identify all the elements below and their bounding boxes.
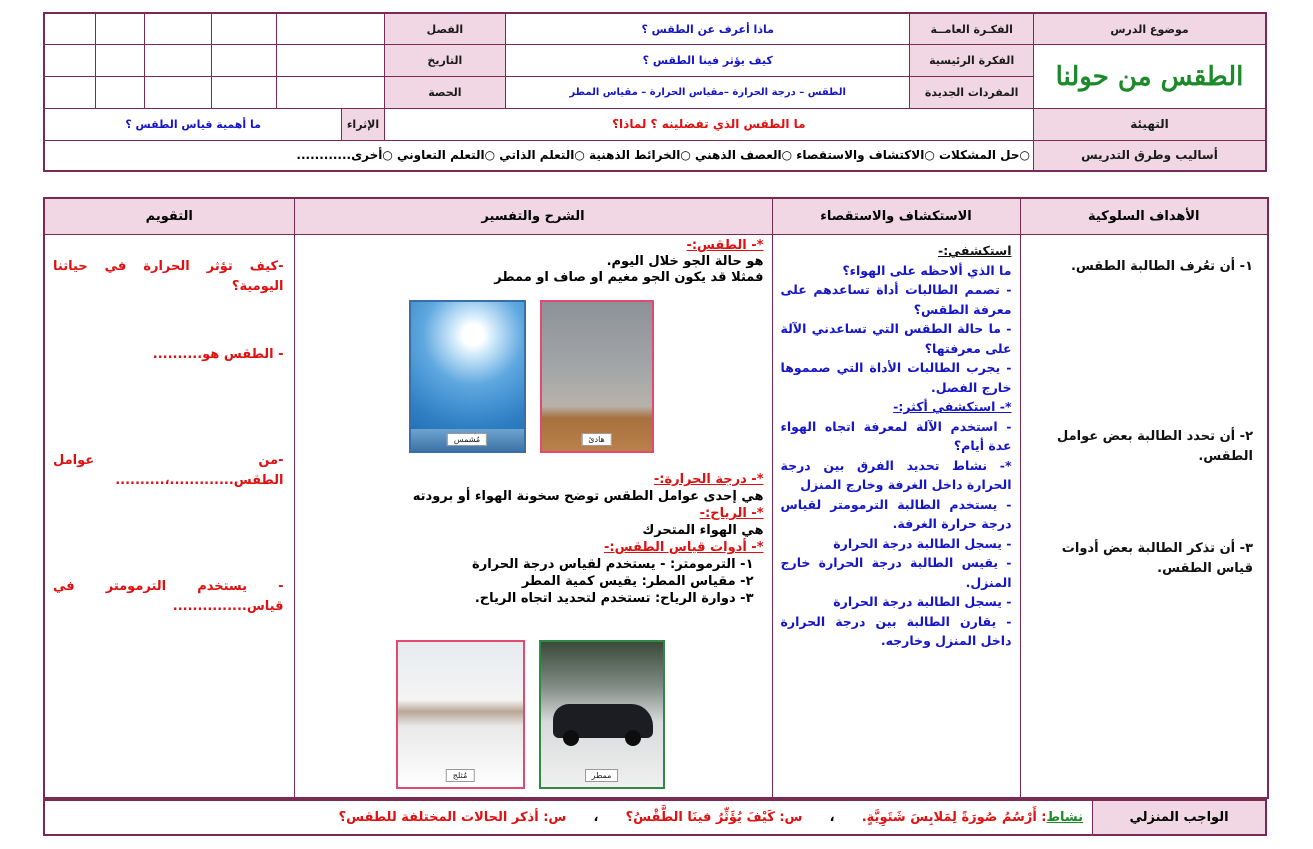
tools-heading: *- أدوات قياس الطقس:- [604, 540, 764, 555]
subject-title: الطقس من حولنا [1034, 45, 1266, 109]
class-cell [44, 13, 96, 45]
explore-item: - يجرب الطالبات الأداة التي صمموها خارج الفصل. [780, 360, 1012, 395]
sunny-sky-image [409, 300, 526, 453]
explore-item: *- نشاط تحديد الفرق بين درجة الحرارة داخل الغرفة وخارج المنزل [780, 457, 1012, 492]
weather-definition: هو حالة الجو خلال اليوم. [606, 254, 764, 269]
tool-thermometer: ١- الترمومتر: - يستخدم لقياس درجة الحرارة [472, 557, 754, 572]
date-cell [44, 45, 96, 77]
period-cell [211, 77, 276, 109]
date-label: التاريخ [384, 45, 505, 77]
explore-item: - يسجل الطالبة درجة الحرارة [833, 594, 1012, 609]
snowy-mountain-image [396, 640, 525, 789]
evaluate-item-2: - الطقس هو.......... [152, 347, 284, 362]
date-cell [277, 45, 385, 77]
explain-cell [294, 235, 772, 799]
goals-cell [1020, 235, 1268, 799]
explore-item: - يستخدم الطالبة الترمومتر لقياس درجة حرارة الغرفة. [780, 496, 1012, 531]
homework-row [43, 799, 1267, 836]
evaluate-cell [44, 235, 294, 799]
image-caption: ممطر [585, 769, 619, 782]
methods-value: ○حل المشكلات ○الاكتشاف والاستقصاء ○العصف الذهني ○الخرائط الذهنية ○التعلم الذاتي ○التعلم التعاوني ○أخرى............ [44, 140, 1034, 171]
enrich-value: ما أهمية قياس الطقس ؟ [44, 108, 342, 140]
homework-text: نشاط: أَرْسُمُ صُورَةً لِمَلابِسَ شَتَوِيَّةٍ. ، س: كَيْفَ يُؤَثِّرُ فينَا الطَّقْسُ؟ ، س: أذكر الحالات المختلفة للطقس؟ [338, 810, 1083, 825]
period-label: الحصة [384, 77, 505, 109]
methods-label: أساليب وطرق التدريس [1034, 140, 1266, 171]
wind-heading: *- الرياح:- [699, 506, 764, 521]
explore-cell [772, 235, 1020, 799]
lesson-main-table [43, 197, 1269, 799]
period-cell [44, 77, 96, 109]
explore-item: - تصمم الطالبات أداة تساعدهم على معرفة الطقس؟ [780, 282, 1012, 317]
explore-item: ما الذي ألاحظه على الهواء؟ [842, 262, 1012, 278]
warmup-label: التهيئة [1034, 108, 1266, 140]
evaluate-item-1: -كيف تؤثر الحرارة في حياتنا اليومية؟ [53, 259, 284, 294]
date-cell [211, 45, 276, 77]
main-idea-value: كيف يؤثر فينا الطقس ؟ [506, 45, 910, 77]
image-caption: مُشمس [447, 433, 487, 446]
date-cell [145, 45, 211, 77]
wind-definition: هي الهواء المتحرك [642, 523, 764, 538]
weather-example: فمثلا قد يكون الجو مغيم او صاف او ممطر [494, 270, 764, 285]
explore-item: - ما حالة الطقس التي تساعدني الآلة على معرفتها؟ [780, 321, 1012, 356]
date-cell [96, 45, 145, 77]
explore-list [773, 235, 1020, 651]
rainy-car-image [539, 640, 665, 789]
class-cell [211, 13, 276, 45]
explore-item: - يقارن الطالبة بين درجة الحرارة داخل المنزل وخارجه. [780, 613, 1012, 648]
temperature-heading: *- درجة الحرارة:- [653, 472, 764, 487]
question-2-label: س [548, 810, 567, 825]
tool-rain-gauge: ٢- مقياس المطر: يقيس كمية المطر [521, 574, 754, 589]
class-cell [145, 13, 211, 45]
vocab-value: الطقس – درجة الحرارة –مقياس الحرارة – مقياس المطر [506, 77, 910, 109]
class-cell [277, 13, 385, 45]
temperature-definition: هي إحدى عوامل الطقس توضح سخونة الهواء أو برودته [412, 489, 764, 504]
general-idea-value: ماذا أعرف عن الطقس ؟ [506, 13, 910, 45]
enrich-label: الإثراء [342, 108, 384, 140]
cloudy-desert-image [540, 300, 654, 453]
tool-wind-vane: ٣- دوارة الرياح: تستخدم لتحديد اتجاه الرياح. [474, 591, 754, 606]
goals-header: الأهداف السلوكية [1020, 198, 1268, 235]
activity-text: : أَرْسُمُ صُورَةً لِمَلابِسَ شَتَوِيَّةٍ. [861, 810, 1047, 825]
class-cell [96, 13, 145, 45]
evaluate-item-4: - يستخدم الترمومتر في قياس............... [53, 579, 284, 614]
activity-label: نشاط [1046, 810, 1083, 825]
question-1-text: : كَيْفَ يُؤَثِّرُ فينَا الطَّقْسُ؟ [625, 810, 785, 825]
explore-item: استكشفي:- [938, 243, 1012, 258]
question-2-text: : أذكر الحالات المختلفة للطقس؟ [338, 810, 549, 825]
image-caption: هادئ [581, 433, 611, 446]
class-label: الفصل [384, 13, 505, 45]
image-caption: مُثلج [446, 769, 475, 782]
evaluate-item-3: -من عوامل الطقس.............،.......... [53, 453, 284, 488]
homework-label: الواجب المنزلي [1092, 801, 1265, 834]
lesson-header-table [43, 12, 1267, 172]
weather-heading: *- الطقس:- [686, 238, 764, 253]
goal-1: ١- أن تعُرف الطالبة الطقس. [1070, 259, 1253, 274]
explore-header: الاستكشاف والاستقصاء [772, 198, 1020, 235]
subject-label: موضوع الدرس [1034, 13, 1266, 45]
period-cell [277, 77, 385, 109]
general-idea-label: الفكـرة العامــة [910, 13, 1034, 45]
goal-3: ٣- أن تذكر الطالبة بعض أدوات قياس الطقس. [1061, 541, 1253, 576]
explore-item: - يقيس الطالبة درجة الحرارة خارج المنزل. [780, 555, 1012, 590]
explain-content [303, 238, 764, 286]
explore-item: *- استكشفي أكثر:- [893, 399, 1012, 414]
vocab-label: المفردات الجديدة [910, 77, 1034, 109]
period-cell [145, 77, 211, 109]
evaluate-header: التقويم [44, 198, 294, 235]
explain-content-2 [303, 471, 764, 607]
period-cell [96, 77, 145, 109]
goal-2: ٢- أن تحدد الطالبة بعض عوامل الطقس. [1057, 429, 1253, 464]
warmup-value: ما الطقس الذي تفضلينه ؟ لماذا؟ [384, 108, 1033, 140]
main-idea-label: الفكرة الرئيسية [910, 45, 1034, 77]
explore-item: - يسجل الطالبة درجة الحرارة [833, 535, 1012, 551]
question-1-label: س [784, 810, 803, 825]
explore-item: - استخدم الآلة لمعرفة اتجاه الهواء عدة أيام؟ [780, 418, 1012, 453]
explain-header: الشرح والتفسير [294, 198, 772, 235]
